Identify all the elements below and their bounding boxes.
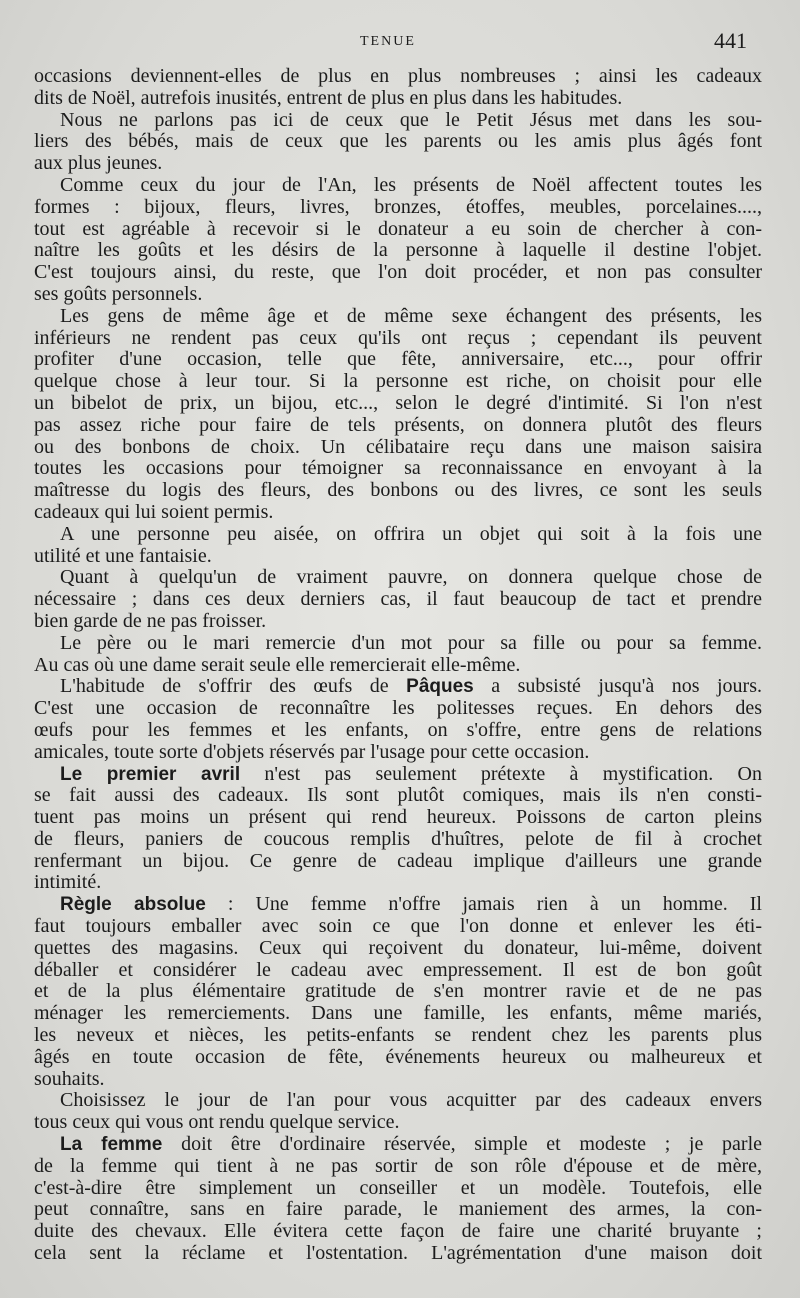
text-line: cela sent la réclame et l'ostentation. L'agrémentation d'une maison doit [34,1242,762,1265]
text-line: bien garde de ne pas froisser. [34,609,267,632]
text-line: se fait aussi des cadeaux. Ils sont plutôt comiques, mais ils n'en consti- [34,784,762,807]
text-line: C'est toujours ainsi, du reste, que l'on doit procéder, et non pas consulter [34,261,762,284]
text-line: pas assez riche pour faire de tels présents, on donnera plutôt des fleurs [34,413,762,436]
text-line: de fleurs, paniers de coucous remplis d'huîtres, pelote de fil à crochet [34,827,762,850]
text-line: toutes les occasions pour témoigner sa reconnaissance en envoyant à la [34,457,762,480]
text-line: âgés en toute occasion de fête, événements heureux ou malheureux et [34,1045,762,1068]
text-line [34,676,762,698]
text-line: œufs pour les femmes et les enfants, on s'offre, entre gens de relations [34,718,762,741]
text-line: duite des chevaux. Elle évitera cette façon de faire une charité bruyante ; [34,1220,762,1243]
text-line: les neveux et nièces, les petits-enfants se rendent chez les parents plus [34,1024,762,1047]
text-line: Nous ne parlons pas ici de ceux que le Petit Jésus met dans les sou- [60,108,762,131]
text-line [34,1134,762,1156]
text-line [34,764,762,786]
text-run: a subsisté jusqu'à nos jours. [473,675,762,698]
bold-heading: La femme [60,1134,163,1156]
text-line: souhaits. [34,1067,105,1090]
text-line: Les gens de même âge et de même sexe échangent des présents, les [60,304,762,327]
text-line: Quant à quelqu'un de vraiment pauvre, on donnera quelque chose de [60,566,762,589]
text-run: n'est pas seulement prétexte à mystification. On [240,762,762,785]
text-line: Le père ou le mari remercie d'un mot pour sa fille ou pour sa femme. [60,631,762,654]
text-line: intimité. [34,871,102,894]
text-line: quettes des magasins. Ceux qui reçoivent du donateur, lui-même, doivent [34,936,762,959]
text-line: ou des bonbons de choix. Un célibataire reçu dans une maison saisira [34,435,762,458]
text-run: doit être d'ordinaire réservée, simple et modeste ; je parle [162,1133,762,1156]
text-line: formes : bijoux, fleurs, livres, bronzes, étoffes, meubles, porcelaines...., [34,195,762,218]
bold-heading: Règle absolue [60,894,206,916]
text-line: profiter d'une occasion, telle que fête, anniversaire, etc..., pour offrir [34,348,762,371]
text-line: utilité et une fantaisie. [34,544,212,567]
text-line: nécessaire ; dans ces deux derniers cas, il faut beaucoup de tact et prendre [34,588,762,611]
text-line: renfermant un bijou. Ce genre de cadeau implique d'ailleurs une grande [34,849,762,872]
text-line: Au cas où une dame serait seule elle remercierait elle-même. [34,653,521,676]
text-line: tout est agréable à recevoir si le donateur a eu soin de chercher à con- [34,217,762,240]
text-line: ménager les remerciements. Dans une famille, les enfants, même mariés, [34,1002,762,1025]
text-line: faut toujours emballer avec soin ce que l'on donne et enlever les éti- [34,915,762,938]
text-line: c'est-à-dire être simplement un conseiller et un modèle. Toutefois, elle [34,1176,762,1199]
text-line: inférieurs ne rendent pas ceux qu'ils ont reçus ; cependant ils peuvent [34,326,762,349]
text-line: cadeaux qui lui soient permis. [34,500,274,523]
text-line: A une personne peu aisée, on offrira un objet qui soit à la fois une [60,522,762,545]
text-line: amicales, toute sorte d'objets réservés par l'usage pour cette occasion. [34,740,590,763]
text-line: tuent pas moins un présent qui rend heureux. Poissons de carton pleins [34,806,762,829]
text-line: maîtresse du logis des fleurs, des bonbons ou des livres, ce sont les seuls [34,479,762,502]
body-text [34,66,762,1265]
text-line [34,894,762,916]
text-line: de la femme qui tient à ne pas sortir de son rôle d'épouse et de mère, [34,1154,762,1177]
text-line: tous ceux qui vous ont rendu quelque service. [34,1111,400,1134]
text-line: ses goûts personnels. [34,282,203,305]
text-line: occasions deviennent-elles de plus en plus nombreuses ; ainsi les cadeaux [34,65,762,87]
text-line: un bibelot de prix, un bijou, etc..., selon le degré d'intimité. Si l'on n'est [34,391,762,414]
text-line: et de la plus élémentaire gratitude de s'en montrer ravie et de ne pas [34,980,762,1003]
text-line: liers des bébés, mais de ceux que les parents ou les amis plus âgés font [34,130,762,153]
text-line: dits de Noël, autrefois inusités, entrent de plus en plus dans les habitudes. [34,86,623,109]
page-number: 441 [714,28,747,53]
text-line: Comme ceux du jour de l'An, les présents de Noël affectent toutes les [60,173,762,196]
text-line: Choisissez le jour de l'an pour vous acquitter par des cadeaux envers [60,1089,762,1112]
text-line: peut connaître, sans en faire parade, le maniement des armes, la con- [34,1198,762,1221]
text-run: L'habitude de s'offrir des œufs de [60,675,407,698]
text-run: : Une femme n'offre jamais rien à un homme. Il [205,893,762,916]
text-line: déballer et considérer le cadeau avec empressement. Il est de bon goût [34,958,762,981]
text-line: aux plus jeunes. [34,152,163,175]
text-line: C'est une occasion de reconnaître les politesses reçues. En dehors des [34,697,762,720]
bold-heading: Le premier avril [60,763,241,785]
running-title: TENUE [360,34,416,49]
bold-heading: Pâques [406,676,474,698]
text-line: naître les goûts et les désirs de la personne à laquelle il destine l'objet. [34,239,762,262]
text-line: quelque chose à leur tour. Si la personne est riche, on choisit pour elle [34,370,762,393]
